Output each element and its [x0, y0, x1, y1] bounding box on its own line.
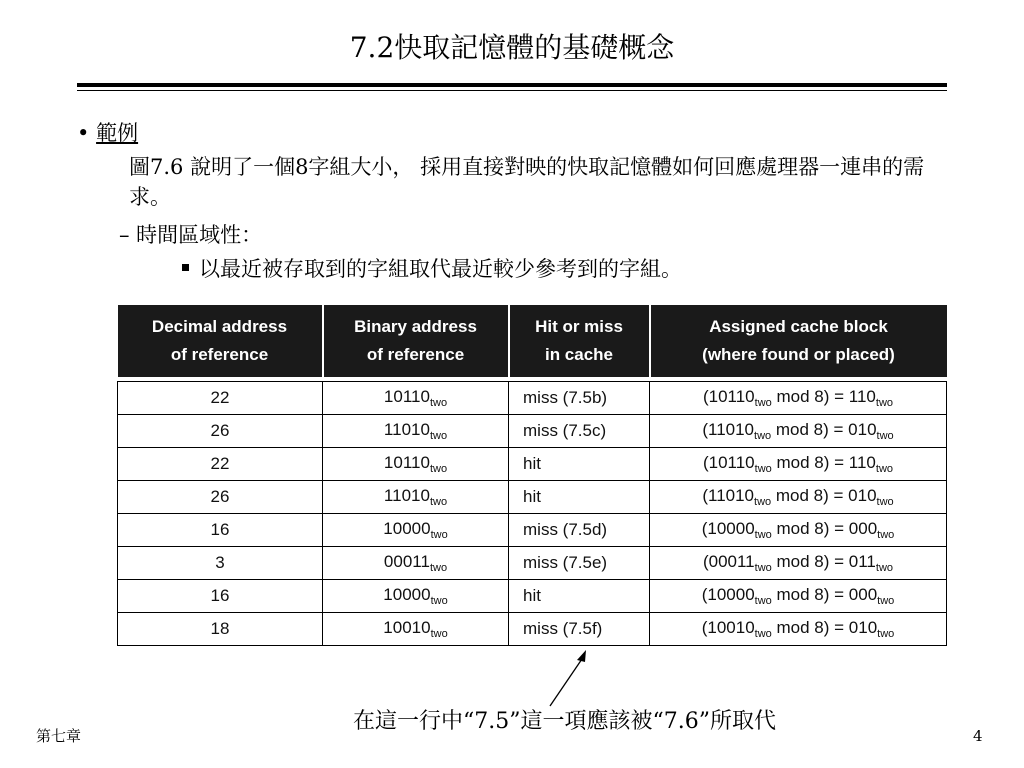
square-bullet-icon	[182, 264, 189, 271]
binary-value: 00011	[383, 552, 430, 571]
cell-hit-miss	[509, 514, 650, 547]
subscript-two: two	[429, 430, 448, 442]
bullet-title: 範例	[96, 121, 139, 145]
block-address: (10000	[701, 519, 755, 538]
binary-value: 10110	[383, 387, 430, 406]
binary-value: 10110	[383, 453, 430, 472]
subscript-two: two	[429, 562, 448, 574]
subscript-two: two	[876, 496, 894, 508]
block-result: mod 8) = 010	[771, 486, 877, 505]
subscript-two: two	[430, 529, 448, 541]
subscript-two: two	[875, 397, 894, 409]
footer-chapter: 第七章	[36, 727, 82, 745]
decimal-value: 16	[210, 586, 230, 605]
subscript-two: two	[754, 496, 772, 508]
cell-binary	[323, 415, 509, 448]
table-row	[118, 382, 947, 415]
header-line: Hit or miss	[535, 317, 623, 336]
header-hit-or-miss	[509, 305, 650, 377]
header-assigned-block	[650, 305, 947, 377]
decimal-value: 22	[210, 454, 230, 473]
decimal-value: 16	[210, 520, 230, 539]
subscript-two: two	[754, 529, 772, 541]
table-row	[118, 481, 947, 514]
binary-value: 11010	[383, 486, 430, 505]
cell-cache-block	[650, 580, 947, 613]
subscript-two: two	[430, 628, 448, 640]
header-line: in cache	[544, 345, 614, 364]
table-row	[118, 547, 947, 580]
subscript-two: two	[876, 430, 894, 442]
binary-value: 11010	[383, 420, 430, 439]
table-header-row	[118, 305, 947, 377]
cell-cache-block	[650, 448, 947, 481]
block-address: (10000	[701, 585, 755, 604]
header-line: (where found or placed)	[702, 345, 895, 364]
block-result: mod 8) = 010	[771, 420, 877, 439]
subscript-two: two	[429, 496, 448, 508]
header-line: Decimal address	[151, 317, 288, 336]
arrow-line	[550, 656, 584, 706]
header-line: of reference	[366, 345, 465, 364]
subscript-two: two	[429, 397, 448, 409]
cell-decimal	[118, 415, 323, 448]
cell-hit-miss	[509, 382, 650, 415]
cell-binary	[323, 514, 509, 547]
hit-miss-value: hit	[523, 454, 541, 473]
cell-cache-block	[650, 514, 947, 547]
binary-value: 10010	[383, 618, 431, 637]
cell-cache-block	[650, 415, 947, 448]
block-result: mod 8) = 110	[771, 387, 876, 406]
subscript-two: two	[754, 628, 772, 640]
subscript-two: two	[877, 595, 895, 607]
cell-decimal	[118, 514, 323, 547]
table-body	[118, 377, 947, 646]
decimal-value: 18	[210, 619, 230, 638]
subscript-two: two	[877, 529, 895, 541]
table-row	[118, 580, 947, 613]
decimal-value: 3	[215, 553, 225, 572]
cell-hit-miss	[509, 613, 650, 646]
header-binary-address	[323, 305, 509, 377]
cell-binary	[323, 448, 509, 481]
decimal-value: 26	[210, 487, 230, 506]
block-result: mod 8) = 000	[771, 519, 878, 538]
header-line: Binary address	[354, 317, 477, 336]
cell-hit-miss	[509, 415, 650, 448]
table-row	[118, 415, 947, 448]
table-row	[118, 448, 947, 481]
bullet-marker: •	[77, 121, 90, 145]
table-row	[118, 514, 947, 547]
subscript-two: two	[877, 628, 895, 640]
hit-miss-value: miss (7.5c)	[523, 421, 607, 440]
hit-miss-value: miss (7.5e)	[523, 553, 608, 572]
cell-decimal	[118, 547, 323, 580]
block-address: (11010	[702, 420, 755, 439]
sub-sub-bullet-text: 以最近被存取到的字組取代最近較少參考到的字組。	[199, 257, 682, 281]
cell-cache-block	[650, 382, 947, 415]
sub-bullet: – 時間區域性：	[119, 223, 263, 247]
slide-title: 7.2快取記憶體的基礎概念	[349, 31, 675, 64]
cache-table-container	[117, 305, 946, 646]
decimal-value: 26	[210, 421, 230, 440]
block-address: (10110	[702, 453, 755, 472]
title-rule-thick	[77, 83, 947, 87]
cell-hit-miss	[509, 481, 650, 514]
bullet-paragraph: 圖7.6 說明了一個8字組大小， 採用直接對映的快取記憶體如何回應處理器一連串的需求。	[129, 155, 925, 209]
arrow-head-icon	[577, 650, 586, 662]
hit-miss-value: miss (7.5b)	[523, 388, 608, 407]
hit-miss-value: hit	[523, 586, 541, 605]
sub-sub-bullet	[182, 254, 682, 284]
cell-decimal	[118, 448, 323, 481]
cell-binary	[323, 580, 509, 613]
cell-hit-miss	[509, 547, 650, 580]
page-number: 4	[973, 727, 983, 745]
header-line: of reference	[170, 345, 269, 364]
cell-binary	[323, 481, 509, 514]
hit-miss-value: hit	[523, 487, 541, 506]
subscript-two: two	[754, 595, 772, 607]
subscript-two: two	[875, 463, 894, 475]
block-result: mod 8) = 010	[771, 618, 878, 637]
cell-cache-block	[650, 481, 947, 514]
cell-hit-miss	[509, 580, 650, 613]
subscript-two: two	[754, 463, 772, 475]
binary-value: 10000	[383, 519, 431, 538]
block-address: (00011	[702, 552, 755, 571]
subscript-two: two	[754, 430, 772, 442]
cell-decimal	[118, 580, 323, 613]
hit-miss-value: miss (7.5f)	[523, 619, 603, 638]
cell-hit-miss	[509, 448, 650, 481]
correction-caption: 在這一行中“7.5”這一項應該被“7.6”所取代	[353, 709, 776, 734]
binary-value: 10000	[383, 585, 431, 604]
decimal-value: 22	[210, 388, 230, 407]
cell-binary	[323, 547, 509, 580]
cache-reference-table	[117, 305, 947, 646]
subscript-two: two	[754, 397, 772, 409]
subscript-two: two	[754, 562, 772, 574]
cell-binary	[323, 382, 509, 415]
subscript-two: two	[429, 463, 448, 475]
cell-decimal	[118, 613, 323, 646]
cell-cache-block	[650, 547, 947, 580]
block-address: (10010	[701, 618, 755, 637]
block-result: mod 8) = 000	[771, 585, 878, 604]
table-row	[118, 613, 947, 646]
block-result: mod 8) = 011	[771, 552, 876, 571]
title-rule-thin	[77, 90, 947, 91]
bullet-heading	[77, 118, 138, 148]
header-decimal-address	[118, 305, 323, 377]
subscript-two: two	[430, 595, 448, 607]
cell-binary	[323, 613, 509, 646]
cell-decimal	[118, 382, 323, 415]
cell-cache-block	[650, 613, 947, 646]
header-line: Assigned cache block	[709, 317, 888, 336]
cell-decimal	[118, 481, 323, 514]
subscript-two: two	[875, 562, 894, 574]
block-result: mod 8) = 110	[771, 453, 876, 472]
block-address: (11010	[702, 486, 755, 505]
block-address: (10110	[702, 387, 755, 406]
hit-miss-value: miss (7.5d)	[523, 520, 608, 539]
